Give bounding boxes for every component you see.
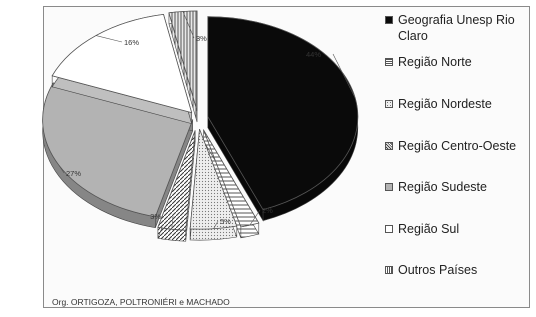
legend-item-regiao-centro-oeste bbox=[385, 138, 526, 154]
legend-item-regiao-norte bbox=[385, 54, 526, 70]
data-label-regiao-norte: 2% bbox=[262, 206, 273, 215]
source-credit: Org. ORTIGOZA, POLTRONIÉRI e MACHADO bbox=[52, 297, 230, 307]
legend-item-regiao-nordeste bbox=[385, 96, 526, 112]
legend-label: Região Nordeste bbox=[398, 97, 492, 111]
legend-label: Região Sul bbox=[398, 222, 460, 236]
legend-label: Região Sudeste bbox=[398, 180, 487, 194]
legend-swatch bbox=[385, 266, 393, 274]
legend-swatch bbox=[385, 142, 393, 150]
data-label-outros-paises: 3% bbox=[196, 34, 207, 43]
legend-item-outros-paises bbox=[385, 262, 526, 278]
data-label-regiao-sudeste: 27% bbox=[66, 169, 82, 178]
legend-swatch bbox=[385, 58, 393, 66]
legend-swatch bbox=[385, 183, 393, 191]
data-label-regiao-centro-oeste: 3% bbox=[150, 212, 161, 221]
data-label-geografia-unesp-rio-claro: 44% bbox=[305, 50, 321, 59]
legend-item-geografia-unesp-rio-claro bbox=[385, 12, 526, 44]
legend-swatch bbox=[385, 16, 393, 24]
legend-swatch bbox=[385, 100, 393, 108]
legend-label: Região Norte bbox=[398, 55, 472, 69]
legend-item-regiao-sudeste bbox=[385, 179, 526, 195]
legend-swatch bbox=[385, 225, 393, 233]
legend-label: Região Centro-Oeste bbox=[398, 139, 517, 153]
data-label-regiao-nordeste: 5% bbox=[220, 217, 231, 226]
legend-item-regiao-sul bbox=[385, 221, 526, 237]
data-label-regiao-sul: 16% bbox=[124, 38, 140, 47]
legend-label: Outros Países bbox=[398, 263, 478, 277]
legend-label: Geografia Unesp Rio Claro bbox=[398, 13, 515, 43]
